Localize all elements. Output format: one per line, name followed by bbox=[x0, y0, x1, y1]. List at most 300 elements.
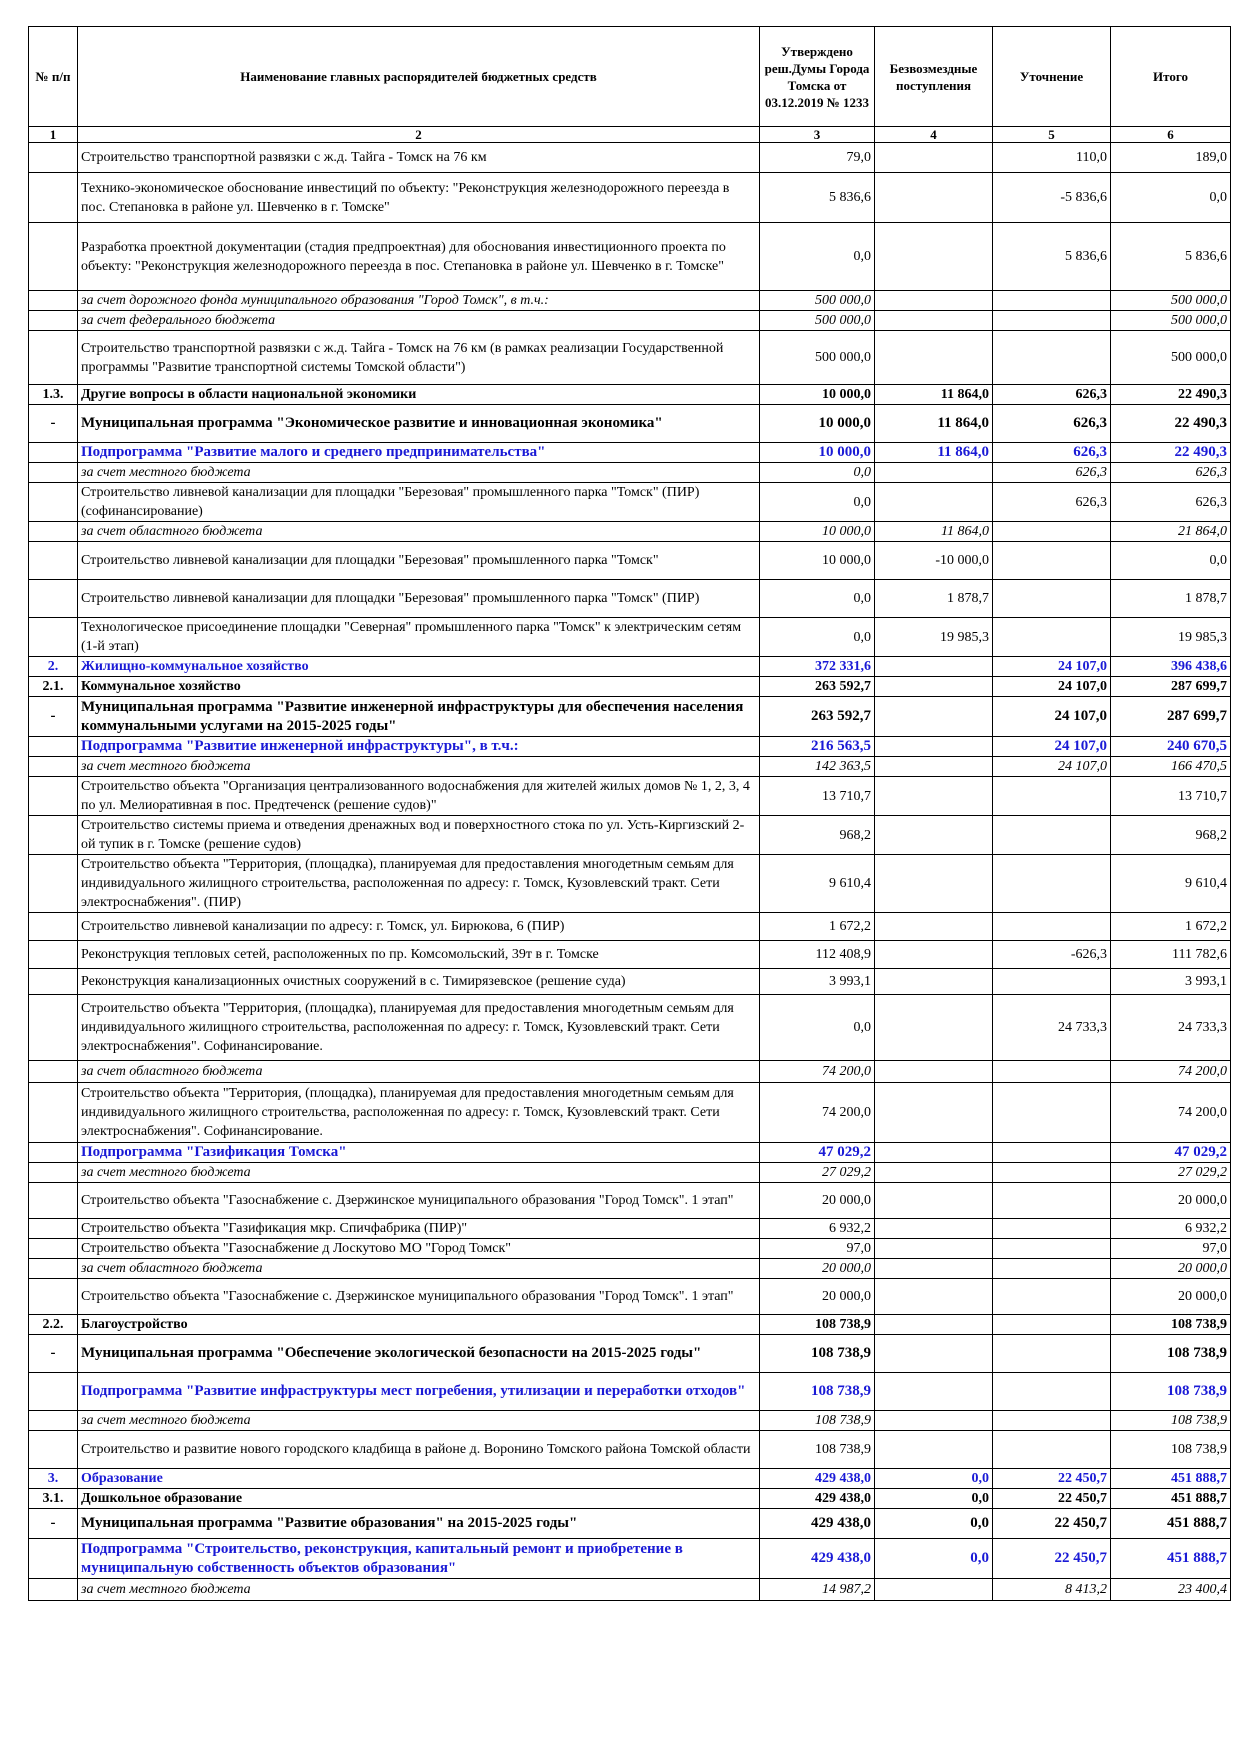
row-number bbox=[29, 463, 78, 483]
row-total: 500 000,0 bbox=[1111, 291, 1231, 311]
row-approved: 10 000,0 bbox=[760, 443, 875, 463]
table-row bbox=[29, 757, 1231, 777]
row-clarification: 5 836,6 bbox=[993, 223, 1111, 291]
row-number bbox=[29, 542, 78, 580]
row-name: Строительство системы приема и отведения дренажных вод и поверхностного стока по ул. Усть-Киргизский 2-ой тупик в г. Томске (решение судов) bbox=[78, 816, 760, 855]
row-gratuitous bbox=[875, 1239, 993, 1259]
row-clarification: 626,3 bbox=[993, 385, 1111, 405]
row-approved: 79,0 bbox=[760, 143, 875, 173]
row-total: 5 836,6 bbox=[1111, 223, 1231, 291]
table-row bbox=[29, 542, 1231, 580]
row-approved: 27 029,2 bbox=[760, 1163, 875, 1183]
table-row bbox=[29, 1373, 1231, 1411]
row-clarification bbox=[993, 1239, 1111, 1259]
row-number: 2. bbox=[29, 657, 78, 677]
row-approved: 6 932,2 bbox=[760, 1219, 875, 1239]
row-gratuitous bbox=[875, 1373, 993, 1411]
table-row bbox=[29, 1315, 1231, 1335]
table-row bbox=[29, 1259, 1231, 1279]
row-number bbox=[29, 913, 78, 941]
row-gratuitous bbox=[875, 941, 993, 969]
row-total: 20 000,0 bbox=[1111, 1183, 1231, 1219]
row-gratuitous bbox=[875, 657, 993, 677]
table-row bbox=[29, 1539, 1231, 1579]
row-clarification bbox=[993, 1061, 1111, 1083]
column-numbers-row bbox=[29, 127, 1231, 143]
row-approved: 14 987,2 bbox=[760, 1579, 875, 1601]
row-number bbox=[29, 143, 78, 173]
table-row bbox=[29, 522, 1231, 542]
row-gratuitous bbox=[875, 1143, 993, 1163]
row-clarification bbox=[993, 1219, 1111, 1239]
row-number: 2.1. bbox=[29, 677, 78, 697]
row-name: Строительство транспортной развязки с ж.д. Тайга - Томск на 76 км bbox=[78, 143, 760, 173]
row-clarification: -5 836,6 bbox=[993, 173, 1111, 223]
row-total: 23 400,4 bbox=[1111, 1579, 1231, 1601]
row-gratuitous bbox=[875, 1315, 993, 1335]
row-name: Дошкольное образование bbox=[78, 1489, 760, 1509]
table-row bbox=[29, 1489, 1231, 1509]
row-clarification: -626,3 bbox=[993, 941, 1111, 969]
row-approved: 429 438,0 bbox=[760, 1509, 875, 1539]
row-clarification: 24 107,0 bbox=[993, 757, 1111, 777]
row-approved: 216 563,5 bbox=[760, 737, 875, 757]
row-number bbox=[29, 331, 78, 385]
row-clarification bbox=[993, 618, 1111, 657]
column-number: 1 bbox=[29, 127, 78, 143]
row-gratuitous: 11 864,0 bbox=[875, 443, 993, 463]
row-number: - bbox=[29, 1509, 78, 1539]
row-gratuitous bbox=[875, 483, 993, 522]
row-number bbox=[29, 291, 78, 311]
row-approved: 500 000,0 bbox=[760, 311, 875, 331]
row-total: 108 738,9 bbox=[1111, 1373, 1231, 1411]
row-gratuitous bbox=[875, 331, 993, 385]
row-gratuitous bbox=[875, 223, 993, 291]
row-total: 240 670,5 bbox=[1111, 737, 1231, 757]
row-clarification bbox=[993, 1143, 1111, 1163]
row-clarification bbox=[993, 969, 1111, 995]
row-name: Строительство транспортной развязки с ж.д. Тайга - Томск на 76 км (в рамках реализации Государственной программы "Развитие транспортной системы Томской области") bbox=[78, 331, 760, 385]
row-total: 451 888,7 bbox=[1111, 1539, 1231, 1579]
row-approved: 0,0 bbox=[760, 463, 875, 483]
row-clarification: 626,3 bbox=[993, 483, 1111, 522]
header-col-total: Итого bbox=[1111, 27, 1231, 127]
column-number: 3 bbox=[760, 127, 875, 143]
row-number: 3. bbox=[29, 1469, 78, 1489]
row-clarification bbox=[993, 331, 1111, 385]
row-gratuitous bbox=[875, 173, 993, 223]
row-approved: 108 738,9 bbox=[760, 1335, 875, 1373]
row-approved: 74 200,0 bbox=[760, 1061, 875, 1083]
row-total: 74 200,0 bbox=[1111, 1061, 1231, 1083]
row-name: Подпрограмма "Газификация Томска" bbox=[78, 1143, 760, 1163]
table-row bbox=[29, 941, 1231, 969]
row-name: за счет местного бюджета bbox=[78, 1579, 760, 1601]
row-number bbox=[29, 1143, 78, 1163]
table-row bbox=[29, 737, 1231, 757]
table-row bbox=[29, 657, 1231, 677]
row-number: - bbox=[29, 697, 78, 737]
row-approved: 108 738,9 bbox=[760, 1315, 875, 1335]
row-gratuitous bbox=[875, 311, 993, 331]
row-name: Технологическое присоединение площадки "Северная" промышленного парка "Томск" к электрическим сетям (1-й этап) bbox=[78, 618, 760, 657]
row-clarification: 24 107,0 bbox=[993, 737, 1111, 757]
row-name: за счет федерального бюджета bbox=[78, 311, 760, 331]
row-approved: 20 000,0 bbox=[760, 1279, 875, 1315]
row-name: Другие вопросы в области национальной экономики bbox=[78, 385, 760, 405]
row-number: - bbox=[29, 405, 78, 443]
row-clarification: 110,0 bbox=[993, 143, 1111, 173]
row-name: Строительство объекта "Территория, (площадка), планируемая для предоставления многодетным семьям для индивидуального жилищного строительства, расположенная по адресу: г. Томск, Кузовлевский тракт. Сети электроснабжения". Софинансирование. bbox=[78, 1083, 760, 1143]
row-clarification: 24 107,0 bbox=[993, 657, 1111, 677]
row-approved: 500 000,0 bbox=[760, 331, 875, 385]
row-total: 189,0 bbox=[1111, 143, 1231, 173]
row-approved: 429 438,0 bbox=[760, 1539, 875, 1579]
table-row bbox=[29, 1579, 1231, 1601]
table-row bbox=[29, 969, 1231, 995]
row-number bbox=[29, 1539, 78, 1579]
row-clarification: 24 733,3 bbox=[993, 995, 1111, 1061]
table-row bbox=[29, 816, 1231, 855]
row-number bbox=[29, 969, 78, 995]
row-name: Строительство объекта "Территория, (площадка), планируемая для предоставления многодетным семьям для индивидуального жилищного строительства, расположенная по адресу: г. Томск, Кузовлевский тракт. Сети электроснабжения". (ПИР) bbox=[78, 855, 760, 913]
row-total: 108 738,9 bbox=[1111, 1431, 1231, 1469]
column-number: 6 bbox=[1111, 127, 1231, 143]
row-number bbox=[29, 1373, 78, 1411]
row-gratuitous bbox=[875, 816, 993, 855]
row-approved: 112 408,9 bbox=[760, 941, 875, 969]
table-row bbox=[29, 311, 1231, 331]
row-total: 0,0 bbox=[1111, 173, 1231, 223]
row-gratuitous: 1 878,7 bbox=[875, 580, 993, 618]
row-number bbox=[29, 1083, 78, 1143]
row-total: 108 738,9 bbox=[1111, 1315, 1231, 1335]
row-approved: 429 438,0 bbox=[760, 1469, 875, 1489]
row-approved: 500 000,0 bbox=[760, 291, 875, 311]
row-approved: 372 331,6 bbox=[760, 657, 875, 677]
row-name: за счет дорожного фонда муниципального образования "Город Томск", в т.ч.: bbox=[78, 291, 760, 311]
row-total: 97,0 bbox=[1111, 1239, 1231, 1259]
table-row bbox=[29, 1061, 1231, 1083]
row-gratuitous: 11 864,0 bbox=[875, 522, 993, 542]
header-row bbox=[29, 27, 1231, 127]
row-number bbox=[29, 1279, 78, 1315]
table-row bbox=[29, 1163, 1231, 1183]
row-clarification: 8 413,2 bbox=[993, 1579, 1111, 1601]
table-row bbox=[29, 1279, 1231, 1315]
row-clarification: 24 107,0 bbox=[993, 677, 1111, 697]
table-row bbox=[29, 1469, 1231, 1489]
row-name: Подпрограмма "Строительство, реконструкция, капитальный ремонт и приобретение в муниципальную собственность объектов образования" bbox=[78, 1539, 760, 1579]
row-total: 451 888,7 bbox=[1111, 1509, 1231, 1539]
row-number bbox=[29, 855, 78, 913]
row-total: 166 470,5 bbox=[1111, 757, 1231, 777]
row-name: Реконструкция тепловых сетей, расположенных по пр. Комсомольский, 39т в г. Томске bbox=[78, 941, 760, 969]
row-approved: 10 000,0 bbox=[760, 522, 875, 542]
row-total: 9 610,4 bbox=[1111, 855, 1231, 913]
row-number bbox=[29, 1183, 78, 1219]
row-total: 1 878,7 bbox=[1111, 580, 1231, 618]
row-number bbox=[29, 580, 78, 618]
row-name: за счет местного бюджета bbox=[78, 463, 760, 483]
row-approved: 10 000,0 bbox=[760, 542, 875, 580]
row-gratuitous: -10 000,0 bbox=[875, 542, 993, 580]
row-gratuitous bbox=[875, 855, 993, 913]
table-row bbox=[29, 1411, 1231, 1431]
row-approved: 9 610,4 bbox=[760, 855, 875, 913]
header-col-name: Наименование главных распорядителей бюджетных средств bbox=[78, 27, 760, 127]
table-row bbox=[29, 463, 1231, 483]
row-clarification bbox=[993, 1315, 1111, 1335]
row-total: 451 888,7 bbox=[1111, 1489, 1231, 1509]
row-number bbox=[29, 311, 78, 331]
row-gratuitous: 11 864,0 bbox=[875, 385, 993, 405]
budget-table bbox=[28, 26, 1231, 1601]
row-clarification bbox=[993, 816, 1111, 855]
row-gratuitous bbox=[875, 1061, 993, 1083]
row-name: Технико-экономическое обоснование инвестиций по объекту: "Реконструкция железнодорожного переезда в пос. Степановка в районе ул. Шевченко в г. Томске" bbox=[78, 173, 760, 223]
row-name: Строительство объекта "Организация централизованного водоснабжения для жителей жилых домов № 1, 2, 3, 4 по ул. Мелиоративная в пос. Предтеченск (решение судов)" bbox=[78, 777, 760, 816]
row-gratuitous bbox=[875, 995, 993, 1061]
row-total: 22 490,3 bbox=[1111, 405, 1231, 443]
table-row bbox=[29, 1183, 1231, 1219]
row-name: Строительство объекта "Газификация мкр. Спичфабрика (ПИР)" bbox=[78, 1219, 760, 1239]
row-clarification bbox=[993, 542, 1111, 580]
row-approved: 108 738,9 bbox=[760, 1373, 875, 1411]
header-col-clarification: Уточнение bbox=[993, 27, 1111, 127]
row-gratuitous bbox=[875, 1431, 993, 1469]
table-row bbox=[29, 1239, 1231, 1259]
row-clarification: 22 450,7 bbox=[993, 1489, 1111, 1509]
row-name: Благоустройство bbox=[78, 1315, 760, 1335]
table-row bbox=[29, 483, 1231, 522]
table-row bbox=[29, 1143, 1231, 1163]
row-gratuitous bbox=[875, 291, 993, 311]
header-col-number: № п/п bbox=[29, 27, 78, 127]
row-approved: 13 710,7 bbox=[760, 777, 875, 816]
row-gratuitous: 0,0 bbox=[875, 1509, 993, 1539]
table-row bbox=[29, 995, 1231, 1061]
row-gratuitous: 0,0 bbox=[875, 1469, 993, 1489]
row-total: 287 699,7 bbox=[1111, 697, 1231, 737]
row-number bbox=[29, 1163, 78, 1183]
row-gratuitous: 0,0 bbox=[875, 1539, 993, 1579]
table-row bbox=[29, 1083, 1231, 1143]
table-row bbox=[29, 143, 1231, 173]
row-number bbox=[29, 223, 78, 291]
row-name: за счет областного бюджета bbox=[78, 1259, 760, 1279]
row-total: 1 672,2 bbox=[1111, 913, 1231, 941]
row-approved: 97,0 bbox=[760, 1239, 875, 1259]
row-approved: 10 000,0 bbox=[760, 405, 875, 443]
row-gratuitous bbox=[875, 1335, 993, 1373]
row-gratuitous bbox=[875, 1219, 993, 1239]
row-number bbox=[29, 1431, 78, 1469]
row-total: 24 733,3 bbox=[1111, 995, 1231, 1061]
row-name: Образование bbox=[78, 1469, 760, 1489]
row-number bbox=[29, 522, 78, 542]
row-number bbox=[29, 1061, 78, 1083]
row-gratuitous bbox=[875, 1163, 993, 1183]
row-name: Подпрограмма "Развитие малого и среднего предпринимательства" bbox=[78, 443, 760, 463]
row-total: 451 888,7 bbox=[1111, 1469, 1231, 1489]
row-number: - bbox=[29, 1335, 78, 1373]
row-name: за счет областного бюджета bbox=[78, 1061, 760, 1083]
table-row bbox=[29, 223, 1231, 291]
row-approved: 0,0 bbox=[760, 580, 875, 618]
row-clarification: 24 107,0 bbox=[993, 697, 1111, 737]
table-row bbox=[29, 777, 1231, 816]
row-approved: 1 672,2 bbox=[760, 913, 875, 941]
row-number bbox=[29, 1259, 78, 1279]
row-approved: 3 993,1 bbox=[760, 969, 875, 995]
row-clarification bbox=[993, 1259, 1111, 1279]
row-total: 396 438,6 bbox=[1111, 657, 1231, 677]
row-name: Коммунальное хозяйство bbox=[78, 677, 760, 697]
row-clarification bbox=[993, 522, 1111, 542]
row-clarification bbox=[993, 1431, 1111, 1469]
row-name: Муниципальная программа "Обеспечение экологической безопасности на 2015-2025 годы" bbox=[78, 1335, 760, 1373]
row-approved: 108 738,9 bbox=[760, 1431, 875, 1469]
row-clarification bbox=[993, 1083, 1111, 1143]
table-row bbox=[29, 291, 1231, 311]
row-gratuitous: 0,0 bbox=[875, 1489, 993, 1509]
row-clarification bbox=[993, 1163, 1111, 1183]
row-approved: 5 836,6 bbox=[760, 173, 875, 223]
table-row bbox=[29, 385, 1231, 405]
row-name: Жилищно-коммунальное хозяйство bbox=[78, 657, 760, 677]
row-number bbox=[29, 777, 78, 816]
row-total: 626,3 bbox=[1111, 463, 1231, 483]
row-approved: 74 200,0 bbox=[760, 1083, 875, 1143]
row-approved: 968,2 bbox=[760, 816, 875, 855]
row-approved: 108 738,9 bbox=[760, 1411, 875, 1431]
row-total: 6 932,2 bbox=[1111, 1219, 1231, 1239]
row-name: Подпрограмма "Развитие инженерной инфраструктуры", в т.ч.: bbox=[78, 737, 760, 757]
row-name: Реконструкция канализационных очистных сооружений в с. Тимирязевское (решение суда) bbox=[78, 969, 760, 995]
table-row bbox=[29, 618, 1231, 657]
row-total: 22 490,3 bbox=[1111, 443, 1231, 463]
table-row bbox=[29, 331, 1231, 385]
row-approved: 263 592,7 bbox=[760, 677, 875, 697]
row-name: Строительство объекта "Газоснабжение с. Дзержинское муниципального образования "Город Томск". 1 этап" bbox=[78, 1279, 760, 1315]
row-approved: 429 438,0 bbox=[760, 1489, 875, 1509]
row-clarification: 22 450,7 bbox=[993, 1509, 1111, 1539]
row-number bbox=[29, 1579, 78, 1601]
row-name: за счет местного бюджета bbox=[78, 1411, 760, 1431]
row-gratuitous bbox=[875, 463, 993, 483]
row-total: 108 738,9 bbox=[1111, 1411, 1231, 1431]
row-clarification: 22 450,7 bbox=[993, 1469, 1111, 1489]
header-col-gratuitous: Безвозмездные поступления bbox=[875, 27, 993, 127]
budget-table-sheet bbox=[28, 26, 1227, 1601]
row-number bbox=[29, 443, 78, 463]
row-clarification bbox=[993, 1279, 1111, 1315]
row-clarification bbox=[993, 580, 1111, 618]
row-name: за счет местного бюджета bbox=[78, 1163, 760, 1183]
column-number: 5 bbox=[993, 127, 1111, 143]
row-name: Муниципальная программа "Экономическое развитие и инновационная экономика" bbox=[78, 405, 760, 443]
row-name: Строительство объекта "Газоснабжение с. Дзержинское муниципального образования "Город Томск". 1 этап" bbox=[78, 1183, 760, 1219]
row-gratuitous bbox=[875, 143, 993, 173]
row-clarification bbox=[993, 311, 1111, 331]
row-total: 287 699,7 bbox=[1111, 677, 1231, 697]
row-gratuitous bbox=[875, 1279, 993, 1315]
row-total: 3 993,1 bbox=[1111, 969, 1231, 995]
table-row bbox=[29, 677, 1231, 697]
row-name: Муниципальная программа "Развитие инженерной инфраструктуры для обеспечения населения коммунальными услугами на 2015-2025 годы" bbox=[78, 697, 760, 737]
table-row bbox=[29, 173, 1231, 223]
row-gratuitous: 11 864,0 bbox=[875, 405, 993, 443]
row-total: 0,0 bbox=[1111, 542, 1231, 580]
row-name: Разработка проектной документации (стадия предпроектная) для обоснования инвестиционного проекта по объекту: "Реконструкция железнодорожного переезда в пос. Степановка в районе ул. Шевченко в г. Томске" bbox=[78, 223, 760, 291]
row-gratuitous bbox=[875, 1183, 993, 1219]
row-clarification bbox=[993, 913, 1111, 941]
row-gratuitous bbox=[875, 737, 993, 757]
row-number bbox=[29, 483, 78, 522]
row-total: 108 738,9 bbox=[1111, 1335, 1231, 1373]
row-gratuitous bbox=[875, 757, 993, 777]
column-number: 4 bbox=[875, 127, 993, 143]
row-name: Строительство ливневой канализации по адресу: г. Томск, ул. Бирюкова, 6 (ПИР) bbox=[78, 913, 760, 941]
row-gratuitous bbox=[875, 913, 993, 941]
row-clarification bbox=[993, 291, 1111, 311]
row-clarification bbox=[993, 1183, 1111, 1219]
row-gratuitous bbox=[875, 677, 993, 697]
row-clarification bbox=[993, 777, 1111, 816]
row-total: 22 490,3 bbox=[1111, 385, 1231, 405]
row-number bbox=[29, 173, 78, 223]
table-row bbox=[29, 1431, 1231, 1469]
row-number bbox=[29, 618, 78, 657]
row-approved: 47 029,2 bbox=[760, 1143, 875, 1163]
row-clarification: 22 450,7 bbox=[993, 1539, 1111, 1579]
row-approved: 10 000,0 bbox=[760, 385, 875, 405]
row-approved: 0,0 bbox=[760, 223, 875, 291]
row-total: 21 864,0 bbox=[1111, 522, 1231, 542]
row-name: Строительство ливневой канализации для площадки "Березовая" промышленного парка "Томск" (ПИР) (софинансирование) bbox=[78, 483, 760, 522]
row-name: Строительство и развитие нового городского кладбища в районе д. Воронино Томского района Томской области bbox=[78, 1431, 760, 1469]
row-total: 500 000,0 bbox=[1111, 311, 1231, 331]
row-number: 2.2. bbox=[29, 1315, 78, 1335]
row-total: 20 000,0 bbox=[1111, 1279, 1231, 1315]
row-gratuitous bbox=[875, 697, 993, 737]
table-row bbox=[29, 580, 1231, 618]
row-name: Муниципальная программа "Развитие образования" на 2015-2025 годы" bbox=[78, 1509, 760, 1539]
column-number: 2 bbox=[78, 127, 760, 143]
row-gratuitous bbox=[875, 969, 993, 995]
row-name: за счет областного бюджета bbox=[78, 522, 760, 542]
row-clarification: 626,3 bbox=[993, 443, 1111, 463]
row-name: за счет местного бюджета bbox=[78, 757, 760, 777]
table-row bbox=[29, 1219, 1231, 1239]
table-row bbox=[29, 405, 1231, 443]
table-row bbox=[29, 443, 1231, 463]
row-approved: 20 000,0 bbox=[760, 1259, 875, 1279]
row-number: 3.1. bbox=[29, 1489, 78, 1509]
table-row bbox=[29, 1509, 1231, 1539]
table-row bbox=[29, 913, 1231, 941]
row-total: 47 029,2 bbox=[1111, 1143, 1231, 1163]
row-number bbox=[29, 995, 78, 1061]
row-gratuitous bbox=[875, 1083, 993, 1143]
table-row bbox=[29, 697, 1231, 737]
row-clarification: 626,3 bbox=[993, 463, 1111, 483]
row-approved: 0,0 bbox=[760, 618, 875, 657]
row-number bbox=[29, 816, 78, 855]
table-row bbox=[29, 855, 1231, 913]
